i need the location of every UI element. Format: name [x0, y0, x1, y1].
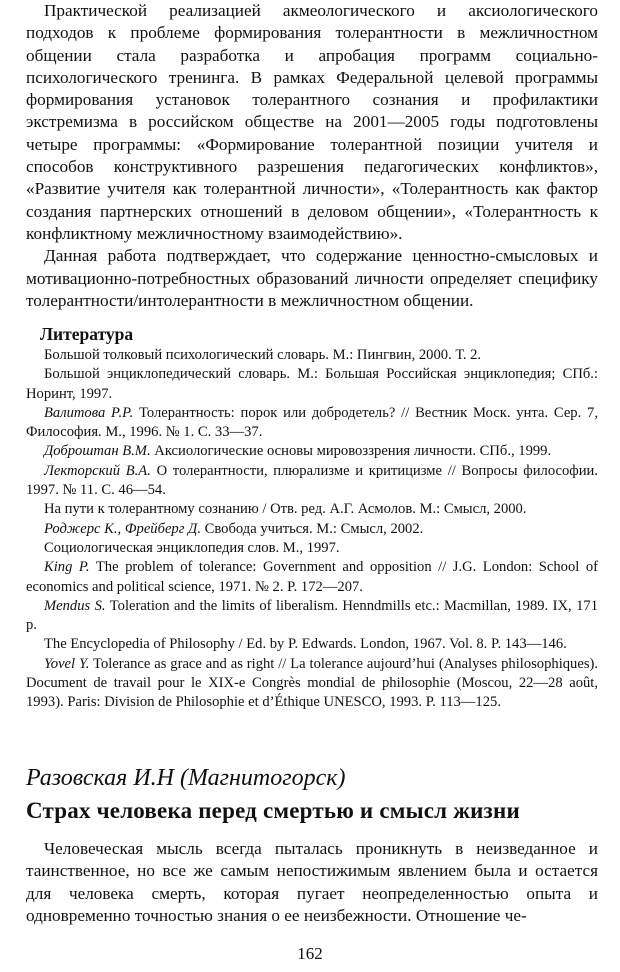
reference-entry: Доброштан В.М. Аксиологические основы мировоззрения личности. СПб., 1999.	[44, 443, 552, 460]
article-title: Страх человека перед смертью и смысл жизни	[26, 798, 520, 823]
literature-heading: Литература	[40, 324, 134, 344]
reference-entry: King P. The problem of tolerance: Government and opposition // J.G. London: School of economics and political science, 1971. № 2. P. 172—207.	[26, 559, 599, 595]
paragraph: Практической реализацией акмеологического и аксиологического подходов к проблеме формирования толерантности в межличностном общении стала разработка и апробация программ социально-психологического тренинга. В рамках Федеральной целевой программы формирования установок толерантного сознания и профилактики экстремизма в российском обществе на 2001—2005 годы подготовлены четыре программы: «Формирование толерантной позиции учителя и способов конструктивного разрешения педагогических конфликтов», «Развитие учителя как толерантной личности», «Толерантность как фактор создания партнерских отношений в деловом общении», «Толерантность к конфликтному межличностному взаимодействию».	[26, 1, 598, 243]
paragraph: Человеческая мысль всегда пыталась проникнуть в неизведанное и таинственное, но все же самым непостижимым явлением была и остается для человека смерть, которая пугает неопределенностью опыта и одновременно точностью знания о ее неизбежности. Отношение че-	[26, 839, 598, 925]
reference-entry: Большой толковый психологический словарь. М.: Пингвин, 2000. Т. 2.	[44, 347, 482, 363]
reference-entry: Роджерс К., Фрейберг Д. Свобода учиться. М.: Смысл, 2002.	[44, 520, 424, 537]
article-author: Разовская И.Н (Магнитогорск)	[26, 765, 346, 791]
reference-entry: Лекторский В.А. О толерантности, плюрализме и критицизме // Вопросы философии. 1997. № 11. С. 46—54.	[26, 462, 598, 499]
article-text	[26, 838, 598, 927]
page-number: 162	[297, 944, 323, 963]
reference-entry: Валитова Р.Р. Толерантность: порок или добродетель? // Вестник Моск. унта. Сер. 7, Философия. М., 1996. № 1. С. 33—37.	[26, 404, 598, 441]
paragraph: Данная работа подтверждает, что содержание ценностно-смысловых и мотивационно-потребностных образований личности определяет специфику толерантности/интолерантности в межличностном общении.	[26, 246, 598, 310]
reference-entry: The Encyclopedia of Philosophy / Ed. by P. Edwards. London, 1967. Vol. 8. P. 143—146.	[44, 636, 567, 653]
reference-entry: Yovel Y. Tolerance as grace and as right // La tolerance aujourd’hui (Analyses philosophiques). Document de travail pour le XIX-e Congrès mondial de philosophie (Moscou, 22—28 août, 1993). Paris: Division de Philosophie et d’Éthique UNESCO, 1993. P. 113—125.	[26, 655, 599, 711]
reference-entry: Большой энциклопедический словарь. М.: Большая Российская энциклопедия; СПб.: Норинт, 1997.	[26, 366, 598, 402]
literature-list	[26, 346, 598, 713]
reference-entry: Mendus S. Toleration and the limits of liberalism. Henndmills etc.: Macmillan, 1989. IX, 171 p.	[26, 597, 598, 634]
reference-entry: На пути к толерантному сознанию / Отв. ред. А.Г. Асмолов. М.: Смысл, 2000.	[44, 501, 527, 518]
reference-entry: Социологическая энциклопедия слов. М., 1997.	[44, 539, 340, 556]
intro-text	[26, 0, 598, 312]
